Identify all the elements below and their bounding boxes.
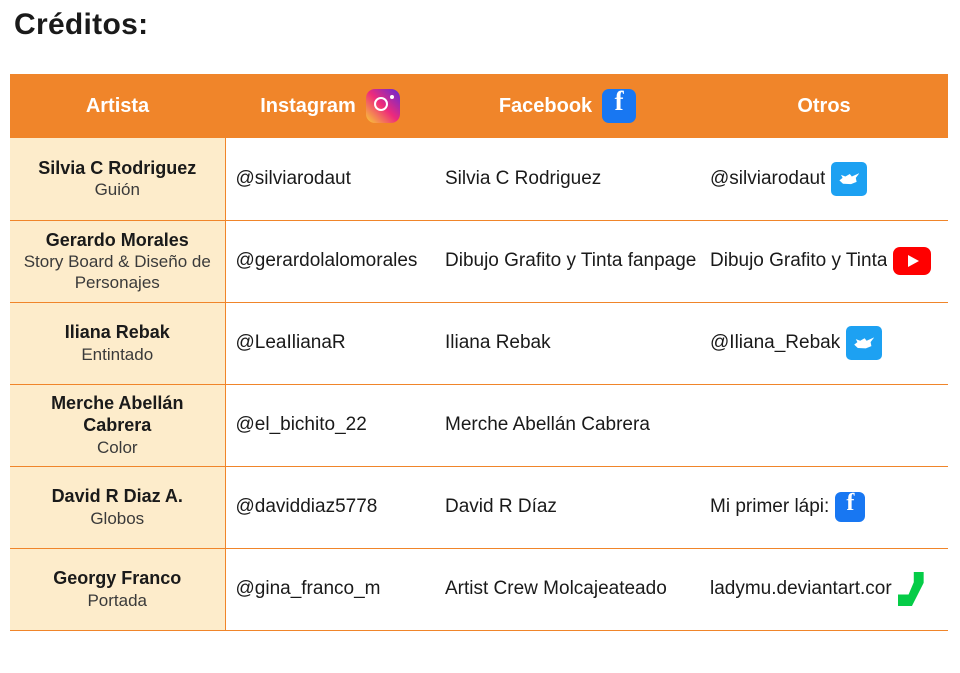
artist-cell xyxy=(10,548,225,630)
page-title: Créditos: xyxy=(14,8,149,41)
table-row xyxy=(10,302,948,384)
artist-cell xyxy=(10,138,225,220)
column-header-label: Facebook xyxy=(498,94,593,117)
artist-role: Portada xyxy=(87,590,148,610)
otros-cell xyxy=(700,302,948,384)
table-row xyxy=(10,220,948,302)
deviantart-icon xyxy=(898,572,924,606)
instagram-handle: @el_bichito_22 xyxy=(225,384,435,466)
facebook-icon: f xyxy=(835,492,865,522)
table-row xyxy=(10,384,948,466)
facebook-name: Artist Crew Molcajeateado xyxy=(435,548,700,630)
facebook-icon: f xyxy=(602,89,636,123)
otros-cell xyxy=(700,138,948,220)
otros-text: Dibujo Grafito y Tinta xyxy=(710,250,888,271)
table-row xyxy=(10,548,948,630)
column-header-artista xyxy=(10,74,225,138)
column-header-otros xyxy=(700,74,948,138)
artist-role: Story Board & Diseño de Personajes xyxy=(23,252,211,293)
facebook-name: Dibujo Grafito y Tinta fanpage xyxy=(435,220,700,302)
otros-cell xyxy=(700,384,948,466)
artist-role: Color xyxy=(96,437,138,457)
artist-cell xyxy=(10,302,225,384)
facebook-name: Merche Abellán Cabrera xyxy=(435,384,700,466)
otros-cell xyxy=(700,220,948,302)
artist-cell xyxy=(10,220,225,302)
facebook-name: Silvia C Rodriguez xyxy=(435,138,700,220)
youtube-icon xyxy=(893,247,931,275)
otros-text: @Iliana_Rebak xyxy=(710,332,841,353)
artist-role: Guión xyxy=(94,180,140,200)
instagram-handle: @gerardolalomorales xyxy=(225,220,435,302)
instagram-handle: @daviddiaz5778 xyxy=(225,466,435,548)
facebook-name: Iliana Rebak xyxy=(435,302,700,384)
instagram-handle: @gina_franco_m xyxy=(225,548,435,630)
facebook-name: David R Díaz xyxy=(435,466,700,548)
artist-role: Globos xyxy=(90,508,145,528)
otros-text: Mi primer lápi: xyxy=(710,496,830,517)
artist-role: Entintado xyxy=(81,344,154,364)
instagram-handle: @silviarodaut xyxy=(225,138,435,220)
artist-cell xyxy=(10,384,225,466)
column-header-label: Instagram xyxy=(260,94,356,117)
otros-text: ladymu.deviantart.cor xyxy=(710,578,892,599)
artist-name: Gerardo Morales xyxy=(45,229,189,250)
otros-text: @silviarodaut xyxy=(710,167,826,189)
twitter-icon xyxy=(831,162,867,196)
column-header-instagram xyxy=(225,74,435,138)
artist-name: David R Diaz A. xyxy=(51,486,183,507)
otros-cell xyxy=(700,466,948,548)
otros-cell xyxy=(700,548,948,630)
column-header-label: Otros xyxy=(797,94,851,117)
table-body xyxy=(10,138,948,630)
instagram-icon xyxy=(366,89,400,123)
credits-table xyxy=(10,74,948,631)
artist-name: Iliana Rebak xyxy=(64,322,170,343)
artist-name: Silvia C Rodriguez xyxy=(38,157,197,178)
artist-name: Georgy Franco xyxy=(53,568,182,589)
instagram-handle: @LeaIlianaR xyxy=(225,302,435,384)
table-header-row xyxy=(10,74,948,138)
table-header xyxy=(10,74,948,138)
column-header-facebook xyxy=(435,74,700,138)
twitter-icon xyxy=(846,326,882,360)
table-row xyxy=(10,466,948,548)
column-header-label: Artista xyxy=(85,94,150,117)
table-row xyxy=(10,138,948,220)
artist-name: Merche Abellán Cabrera xyxy=(51,392,184,436)
artist-cell xyxy=(10,466,225,548)
